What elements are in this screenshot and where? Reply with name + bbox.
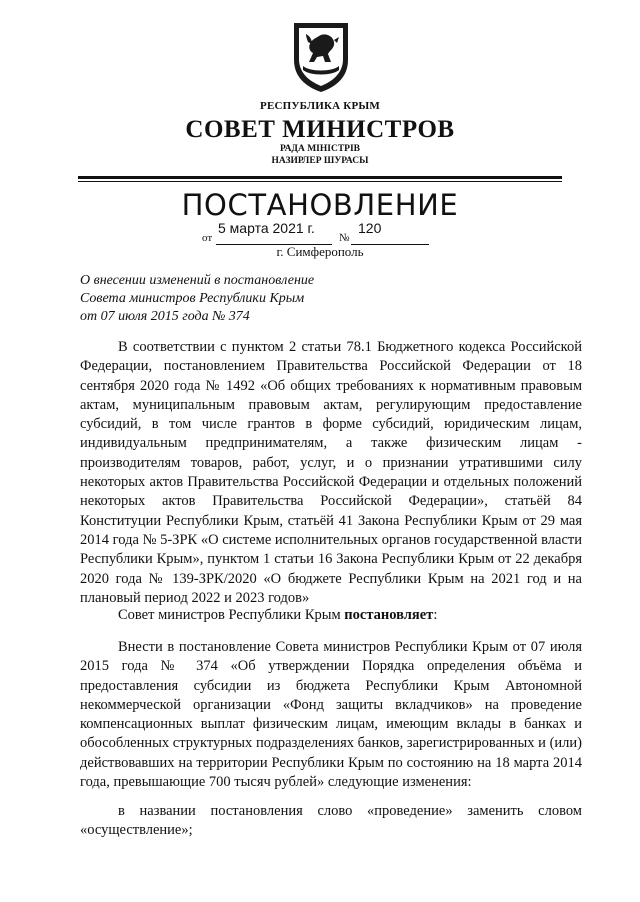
crimea-coat-of-arms-emblem-icon [290,20,352,94]
title-line: Совета министров Республики Крым [80,291,305,306]
council-name: СОВЕТ МИНИСТРОВ [185,116,455,143]
council-name-crimean-tatar: НАЗИРЛЕР ШУРАСЫ [271,156,369,166]
preamble-paragraph: В соответствии с пунктом 2 статьи 78.1 Бюджетного кодекса Российской Федерации, постановлением Правительства Российской Федерации от 18 сентября 2020 года № 1492 «Об общих требованиях к нормативным правовым актам, муниципальным правовым актам, регулирующим предоставление субсидий, в том числе грантов в форме субсидий, юридическим лицам, индивидуальным предпринимателям, а также физическим лицам - производителям товаров, работ, услуг, и о признании утратившими силу некоторых актов Правительства Российской Федерации и отдельных положений некоторых актов Правительства Российской Федерации», статьёй 84 Конституции Республики Крым, статьёй 41 Закона Республики Крым от 29 мая 2014 года № 5-ЗРК «О системе исполнительных органов государственной власти Республики Крым», пунктом 1 статьи 16 Закона Республики Крым от 22 декабря 2020 года № 139-ЗРК/2020 «О бюджете Республики Крым на 2021 год и на плановый период 2022 и 2023 годов» [80,339,582,606]
amendment-paragraph: Внести в постановление Совета министров Республики Крым от 07 июля 2015 года № 374 «Об утверждении Порядка определения объёма и предоставления субсидии из бюджета Республики Крым Автономной некоммерческой организации «Фонд защиты вкладчиков» на проведение компенсационных выплат физическим лицам, имеющим вклады в банках и обособленных структурных подразделениях банков, зарегистрированных и (или) действовавших на территории Республики Крым по состоянию на 18 марта 2014 года, превышающие 700 тысяч рублей» следующие изменения: [80,639,582,791]
resolves-text: Совет министров Республики Крым [118,607,345,623]
resolves-colon: : [433,607,438,623]
amendment-item: в названии постановления слово «проведение» заменить словом «осуществление»; [80,803,582,839]
city: г. Симферополь [276,244,364,259]
number-prefix: № [339,232,350,244]
document-type-title: ПОСТАНОВЛЕНИЕ [181,188,459,222]
republic-name: РЕСПУБЛИКА КРЫМ [260,100,380,112]
date-value: 5 марта 2021 г. [218,220,315,236]
header-rule-thin [78,181,562,182]
council-name-ukrainian: РАДА МІНІСТРІВ [279,144,360,154]
number-value: 120 [358,220,382,236]
header-rule-thick [78,176,562,179]
document-title [80,272,440,326]
date-prefix: от [202,232,213,244]
title-line: О внесении изменений в постановление [80,273,315,288]
resolves-keyword: постановляет [344,607,434,623]
resolves-paragraph [80,606,582,625]
title-line: от 07 июля 2015 года № 374 [80,309,250,324]
